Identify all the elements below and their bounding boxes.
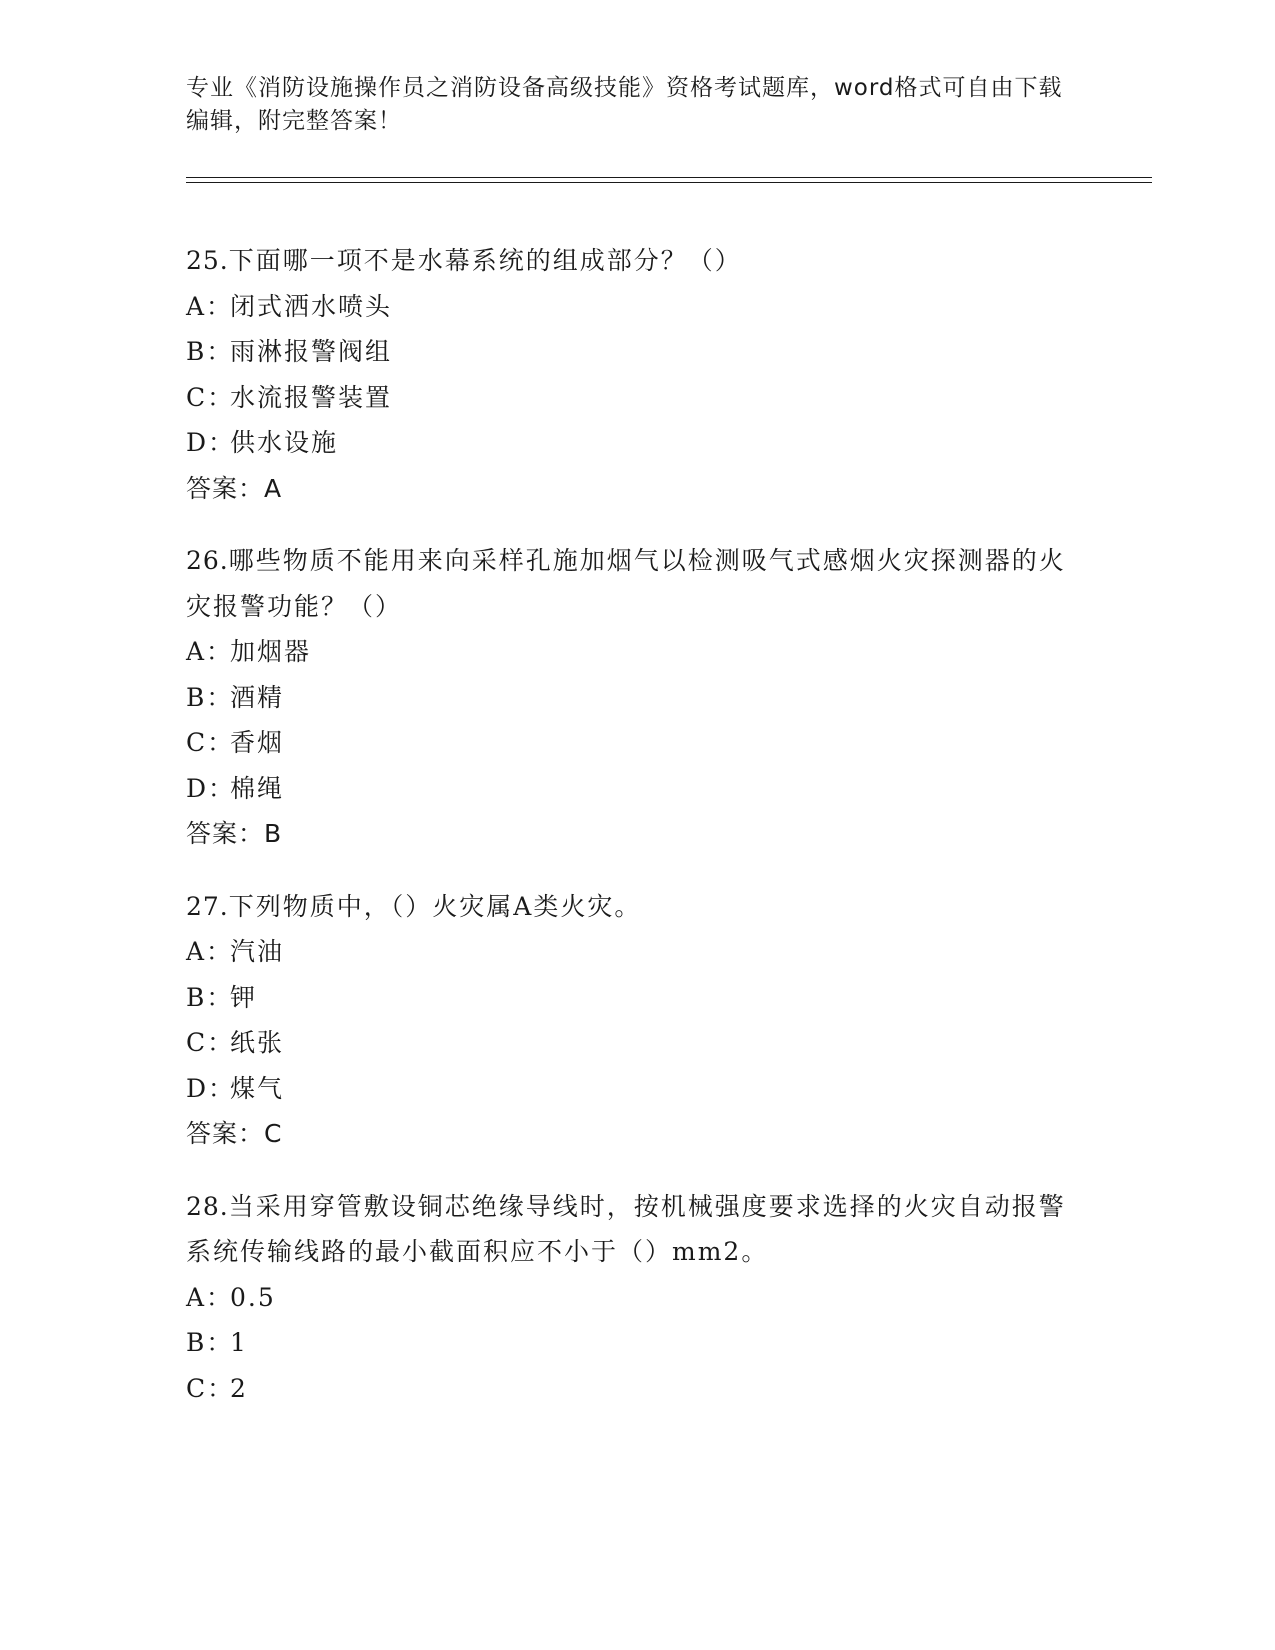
option-key: D： (186, 1073, 236, 1103)
option-text: 酒精 (230, 682, 285, 712)
question-stem (186, 1184, 1086, 1275)
option-b (186, 329, 1086, 375)
question-27 (186, 884, 1086, 1157)
option-a (186, 1275, 1086, 1321)
option-text: 香烟 (230, 728, 285, 757)
header-divider-top (186, 177, 1152, 178)
option-b (186, 1320, 1086, 1366)
option-a (186, 284, 1086, 330)
question-stem (186, 238, 1086, 284)
question-stem (186, 884, 1086, 930)
answer-line: 答案：A (186, 473, 283, 503)
question-stem (186, 538, 1086, 629)
option-text: 钾 (230, 982, 258, 1012)
question-number: 28. (186, 1191, 229, 1221)
answer-line: 答案：B (186, 819, 283, 848)
option-key: A： (186, 937, 234, 966)
document-header (186, 72, 1066, 138)
question-text: 当采用穿管敷设铜芯绝缘导线时，按机械强度要求选择的火灾自动报警系统传输线路的最小截面积应不小于（）mm2。 (186, 1191, 1066, 1266)
option-key: C： (186, 1373, 235, 1403)
option-key: B： (186, 682, 234, 712)
option-c (186, 1020, 1086, 1066)
option-d (186, 420, 1086, 466)
option-text: 1 (230, 1328, 248, 1357)
question-text: 下面哪一项不是水幕系统的组成部分？（） (228, 246, 742, 275)
option-key: A： (186, 637, 234, 666)
option-key: C： (186, 382, 235, 412)
option-a (186, 929, 1086, 975)
option-d (186, 1066, 1086, 1112)
option-c (186, 1366, 1086, 1412)
option-key: B： (186, 1328, 234, 1357)
option-text: 煤气 (230, 1073, 285, 1103)
option-key: C： (186, 1028, 235, 1057)
option-b (186, 675, 1086, 721)
option-c (186, 375, 1086, 421)
option-text: 闭式洒水喷头 (230, 291, 393, 321)
option-key: B： (186, 982, 234, 1012)
question-number: 25. (186, 246, 229, 275)
question-text: 下列物质中，（）火灾属A类火灾。 (228, 891, 642, 921)
option-c (186, 720, 1086, 766)
question-list (186, 238, 1086, 1438)
option-b (186, 975, 1086, 1021)
answer-line: 答案：C (186, 1119, 283, 1148)
option-text: 纸张 (230, 1028, 285, 1057)
question-26 (186, 538, 1086, 857)
option-text: 水流报警装置 (230, 382, 393, 412)
option-text: 棉绳 (230, 773, 285, 803)
option-key: A： (186, 1282, 234, 1312)
option-key: A： (186, 291, 234, 321)
option-a (186, 629, 1086, 675)
option-text: 供水设施 (230, 428, 339, 457)
option-text: 2 (230, 1373, 248, 1403)
option-text: 加烟器 (230, 637, 312, 666)
header-intro-text: 专业《消防设施操作员之消防设备高级技能》资格考试题库，word格式可自由下载编辑，附完整答案！ (186, 75, 1063, 134)
option-text: 汽油 (230, 937, 285, 966)
option-key: D： (186, 428, 236, 457)
option-text: 雨淋报警阀组 (230, 337, 393, 366)
question-number: 26. (186, 546, 229, 575)
option-key: C： (186, 728, 235, 757)
question-25 (186, 238, 1086, 511)
option-d (186, 766, 1086, 812)
question-text: 哪些物质不能用来向采样孔施加烟气以检测吸气式感烟火灾探测器的火灾报警功能？（） (186, 546, 1066, 621)
option-key: B： (186, 337, 234, 366)
question-number: 27. (186, 891, 229, 921)
question-28 (186, 1184, 1086, 1412)
header-divider-bottom (186, 182, 1152, 183)
option-text: 0.5 (230, 1282, 276, 1312)
option-key: D： (186, 773, 236, 803)
